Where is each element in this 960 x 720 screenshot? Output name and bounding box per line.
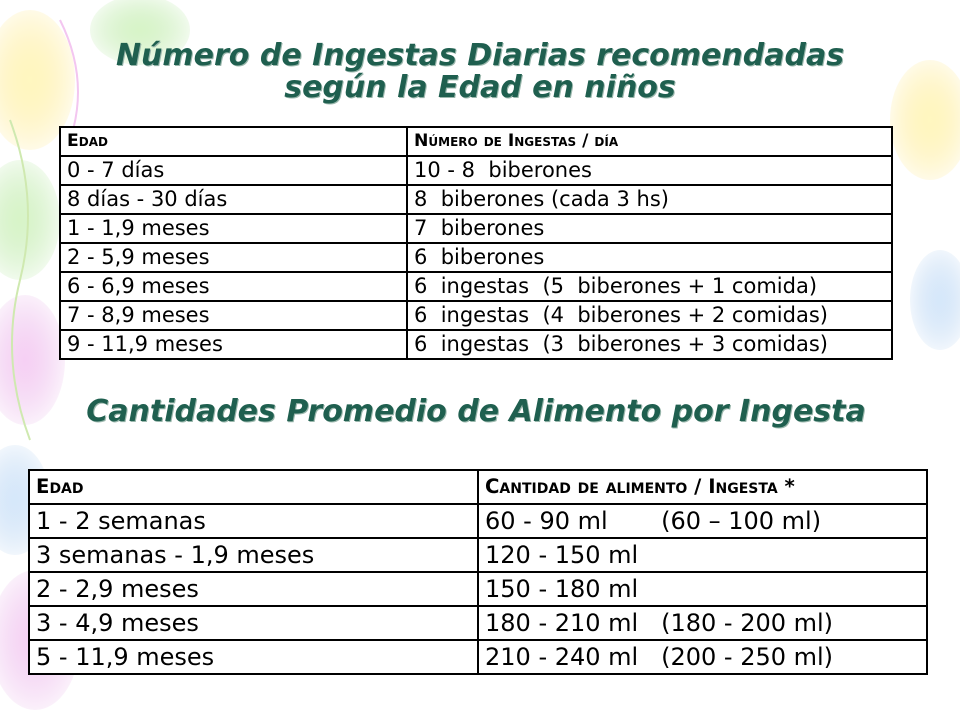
table-row — [60, 185, 892, 214]
column-header-edad: Edad — [60, 127, 407, 156]
cell-ingestas: 8 biberones (cada 3 hs) — [407, 185, 892, 214]
cantidades-table — [28, 469, 928, 675]
cell-ingestas: 6 ingestas (3 biberones + 3 comidas) — [407, 330, 892, 359]
cell-edad: 2 - 2,9 meses — [29, 572, 478, 606]
cell-edad: 1 - 2 semanas — [29, 504, 478, 538]
ingestas-table — [59, 126, 893, 360]
cell-cantidad: 180 - 210 ml (180 - 200 ml) — [478, 606, 927, 640]
page-title — [0, 40, 960, 103]
cell-edad: 6 - 6,9 meses — [60, 272, 407, 301]
table-header-row — [60, 127, 892, 156]
cell-ingestas: 6 ingestas (4 biberones + 2 comidas) — [407, 301, 892, 330]
cell-edad: 3 semanas - 1,9 meses — [29, 538, 478, 572]
cell-edad: 0 - 7 días — [60, 156, 407, 185]
cell-cantidad: 150 - 180 ml — [478, 572, 927, 606]
table-row — [60, 301, 892, 330]
section-title: Cantidades Promedio de Alimento por Ingesta — [86, 394, 866, 429]
table-row — [60, 156, 892, 185]
table-row — [29, 572, 927, 606]
cell-edad: 1 - 1,9 meses — [60, 214, 407, 243]
cell-ingestas: 6 biberones — [407, 243, 892, 272]
table-row — [60, 243, 892, 272]
column-header-ingestas: Número de Ingestas / día — [407, 127, 892, 156]
cell-edad: 3 - 4,9 meses — [29, 606, 478, 640]
table-row — [60, 272, 892, 301]
cell-edad: 2 - 5,9 meses — [60, 243, 407, 272]
table-row — [29, 504, 927, 538]
cell-edad: 8 días - 30 días — [60, 185, 407, 214]
cell-ingestas: 7 biberones — [407, 214, 892, 243]
title-line-1: Número de Ingestas Diarias recomendadas — [115, 38, 845, 73]
cell-cantidad: 210 - 240 ml (200 - 250 ml) — [478, 640, 927, 674]
cell-ingestas: 6 ingestas (5 biberones + 1 comida) — [407, 272, 892, 301]
cell-ingestas: 10 - 8 biberones — [407, 156, 892, 185]
table-row — [60, 330, 892, 359]
cell-edad: 9 - 11,9 meses — [60, 330, 407, 359]
cell-cantidad: 120 - 150 ml — [478, 538, 927, 572]
cell-edad: 5 - 11,9 meses — [29, 640, 478, 674]
column-header-cantidad: Cantidad de alimento / Ingesta * — [478, 470, 927, 504]
cell-cantidad: 60 - 90 ml (60 – 100 ml) — [478, 504, 927, 538]
column-header-edad: Edad — [29, 470, 478, 504]
table-row — [29, 538, 927, 572]
table-row — [60, 214, 892, 243]
cell-edad: 7 - 8,9 meses — [60, 301, 407, 330]
title-line-2: según la Edad en niños — [284, 69, 676, 105]
table-header-row — [29, 470, 927, 504]
table-row — [29, 640, 927, 674]
table-row — [29, 606, 927, 640]
